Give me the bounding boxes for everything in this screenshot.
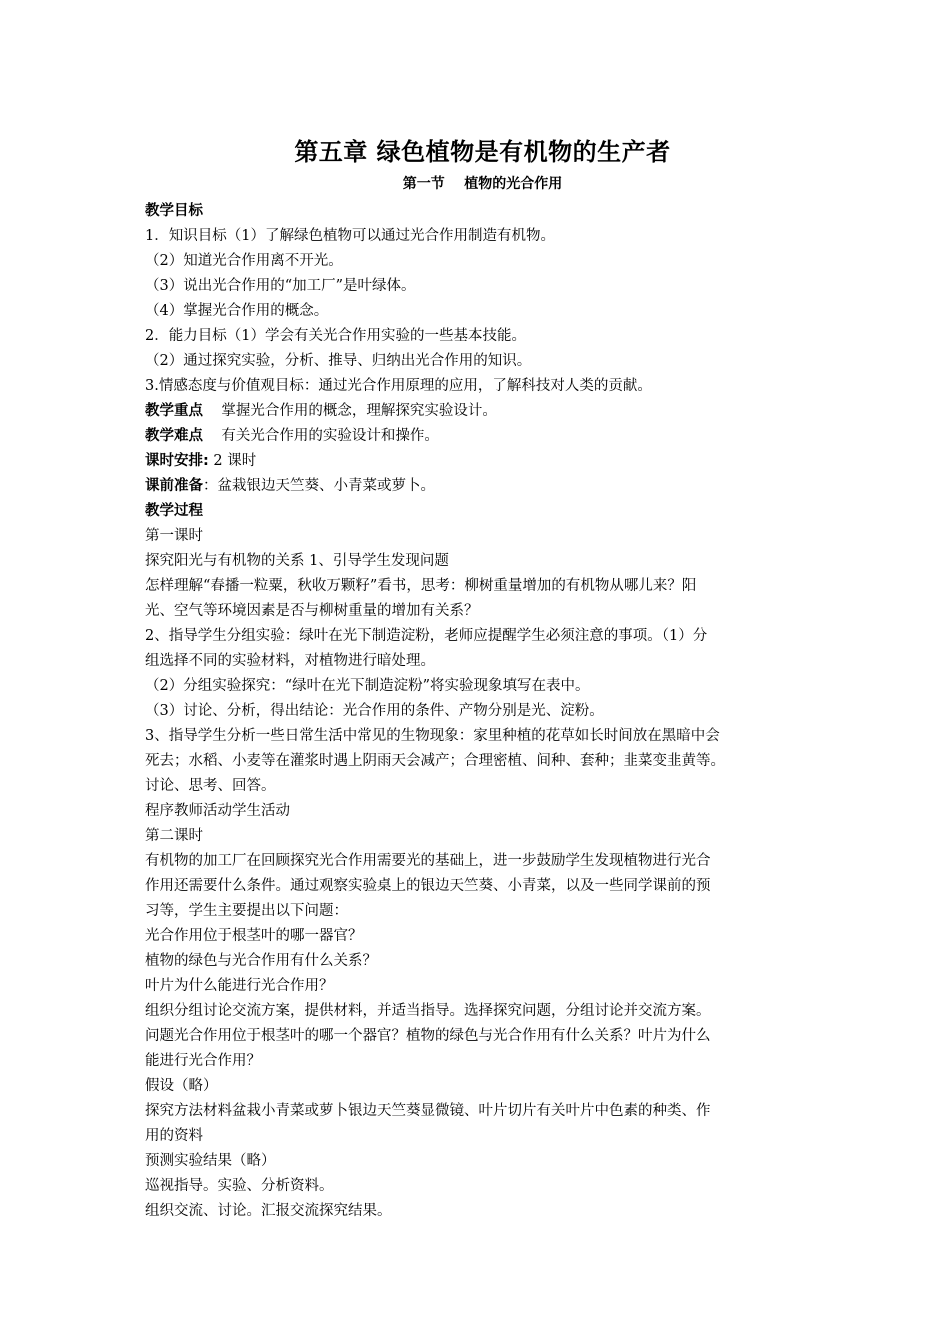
paragraph: 组织交流、讨论。汇报交流探究结果。: [145, 1203, 392, 1219]
preparation-text: ：盆栽银边天竺葵、小青菜或萝卜。: [203, 478, 435, 494]
difficulty-point: [145, 424, 820, 449]
paragraph: 程序教师活动学生活动: [145, 803, 290, 819]
paragraph: 植物的绿色与光合作用有什么关系？: [145, 953, 377, 969]
paragraph: 探究阳光与有机物的关系 1、引导学生发现问题: [145, 553, 449, 569]
paragraph: 有机物的加工厂在回顾探究光合作用需要光的基础上，进一步鼓励学生发现植物进行光合: [145, 853, 711, 869]
objective-knowledge-3: （3）说出光合作用的“加工厂”是叶绿体。: [145, 278, 416, 294]
schedule-text: 2 课时: [208, 453, 257, 469]
paragraph: 光、空气等环境因素是否与柳树重量的增加有关系？: [145, 603, 479, 619]
schedule: [145, 449, 820, 474]
objective-ability-2: （2）通过探究实验，分析、推导、归纳出光合作用的知识。: [145, 353, 532, 369]
objective-attitude: 3.情感态度与价值观目标：通过光合作用原理的应用，了解科技对人类的贡献。: [145, 378, 652, 394]
paragraph: 死去；水稻、小麦等在灌浆时遇上阴雨天会减产；合理密植、间种、套种；韭菜变韭黄等。: [145, 753, 725, 769]
key-point-text: 掌握光合作用的概念，理解探究实验设计。: [203, 403, 497, 419]
section-subtitle: 第一节 植物的光合作用: [402, 176, 563, 192]
paragraph: 叶片为什么能进行光合作用？: [145, 978, 334, 994]
paragraph: 第一课时: [145, 528, 203, 544]
paragraph: 3、指导学生分析一些日常生活中常见的生物现象：家里种植的花草如长时间放在黑暗中会: [145, 728, 720, 744]
paragraph: 能进行光合作用？: [145, 1053, 261, 1069]
paragraph: 2、指导学生分组实验：绿叶在光下制造淀粉，老师应提醒学生必须注意的事项。（1）分: [145, 628, 708, 644]
paragraph: 巡视指导。实验、分析资料。: [145, 1178, 334, 1194]
key-point: [145, 399, 820, 424]
paragraph: 组选择不同的实验材料，对植物进行暗处理。: [145, 653, 435, 669]
objective-ability-1: 2．能力目标（1）学会有关光合作用实验的一些基本技能。: [145, 328, 526, 344]
paragraph: （2）分组实验探究：“绿叶在光下制造淀粉”将实验现象填写在表中。: [145, 678, 590, 694]
process-heading: [145, 499, 820, 524]
paragraph: 组织分组讨论交流方案，提供材料，并适当指导。选择探究问题，分组讨论并交流方案。: [145, 1003, 711, 1019]
paragraph: 探究方法材料盆栽小青菜或萝卜银边天竺葵显微镜、叶片切片有关叶片中色素的种类、作: [145, 1103, 711, 1119]
paragraph: 光合作用位于根茎叶的哪一器官？: [145, 928, 363, 944]
document-body: [145, 137, 820, 1224]
paragraph: 问题光合作用位于根茎叶的哪一个器官？植物的绿色与光合作用有什么关系？叶片为什么: [145, 1028, 711, 1044]
objectives-heading: [145, 199, 820, 224]
objective-knowledge-1: 1．知识目标（1）了解绿色植物可以通过光合作用制造有机物。: [145, 228, 555, 244]
paragraph: 第二课时: [145, 828, 203, 844]
difficulty-text: 有关光合作用的实验设计和操作。: [203, 428, 439, 444]
objective-knowledge-4: （4）掌握光合作用的概念。: [145, 303, 329, 319]
paragraph: 预测实验结果（略）: [145, 1153, 276, 1169]
paragraph: 习等，学生主要提出以下问题：: [145, 903, 348, 919]
schedule-label: 课时安排:: [145, 453, 209, 469]
chapter-title: 第五章 绿色植物是有机物的生产者: [294, 138, 671, 166]
difficulty-label: 教学难点: [145, 428, 203, 444]
objective-knowledge-2: （2）知道光合作用离不开光。: [145, 253, 343, 269]
paragraph: （3）讨论、分析，得出结论：光合作用的条件、产物分别是光、淀粉。: [145, 703, 604, 719]
document-text: [145, 199, 820, 1224]
paragraph: 作用还需要什么条件。通过观察实验桌上的银边天竺葵、小青菜，以及一些同学课前的预: [145, 878, 711, 894]
preparation-label: 课前准备: [145, 478, 203, 494]
preparation: [145, 474, 820, 499]
paragraph: 用的资料: [145, 1128, 203, 1144]
process-heading-text: 教学过程: [145, 503, 203, 519]
key-point-label: 教学重点: [145, 403, 203, 419]
objectives-heading-text: 教学目标: [145, 203, 203, 219]
paragraph: 假设（略）: [145, 1078, 218, 1094]
paragraph: 怎样理解“春播一粒粟，秋收万颗籽”看书，思考：柳树重量增加的有机物从哪儿来？阳: [145, 578, 697, 594]
paragraph: 讨论、思考、回答。: [145, 778, 276, 794]
